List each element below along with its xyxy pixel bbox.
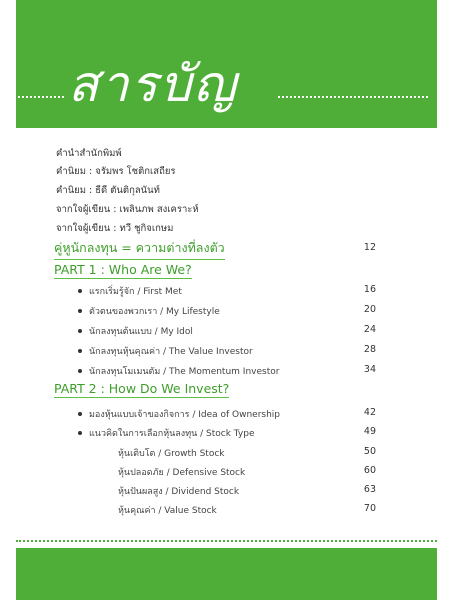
page-number: 12 <box>363 242 376 253</box>
bullet-icon <box>78 431 82 435</box>
intro-line: คำนิยม : จรัมพร โชติกเสถียร <box>56 166 176 177</box>
intro-line: จากใจผู้เขียน : เพลินภพ สงเคราะห์ <box>56 204 199 215</box>
page-number: 70 <box>363 503 376 514</box>
toc-item: แรกเริ่มรู้จัก / First Met <box>89 287 182 297</box>
page-number: 60 <box>363 465 376 476</box>
page-number: 63 <box>363 484 376 495</box>
page-number: 20 <box>363 304 376 315</box>
toc-subitem: หุ้นเติบโต / Growth Stock <box>118 449 225 459</box>
toc-item: แนวคิดในการเลือกหุ้นลงทุน / Stock Type <box>89 429 255 439</box>
page-number: 16 <box>363 284 376 295</box>
page-number: 50 <box>363 446 376 457</box>
toc-subitem: หุ้นคุณค่า / Value Stock <box>118 506 217 516</box>
footer-dotted-line <box>16 540 437 542</box>
page-number: 49 <box>363 426 376 437</box>
intro-line: จากใจผู้เขียน : ทวี ชูกิจเกษม <box>56 223 174 234</box>
page-number: 28 <box>363 344 376 355</box>
toc-item: มองหุ้นแบบเจ้าของกิจการ / Idea of Ownership <box>89 410 281 420</box>
bullet-icon <box>78 329 82 333</box>
intro-line: คำนิยม : ธีดี ตันติกุลนันท์ <box>56 185 160 196</box>
intro-line: คำนำสำนักพิมพ์ <box>56 148 122 159</box>
bullet-icon <box>78 349 82 353</box>
bullet-icon <box>78 289 82 293</box>
header-dotted-line-left <box>18 96 64 98</box>
part2-heading: PART 2 : How Do We Invest? <box>54 381 230 396</box>
bullet-icon <box>78 412 82 416</box>
section-heading: คู่หูนักลงทุน = ความต่างที่ลงตัว <box>54 238 225 260</box>
toc-item: นักลงทุนต้นแบบ / My Idol <box>89 327 193 337</box>
bullet-icon <box>78 309 82 313</box>
page-number: 42 <box>363 407 376 418</box>
toc-subitem: หุ้นปลอดภัย / Defensive Stock <box>118 468 246 478</box>
bullet-icon <box>78 369 82 373</box>
toc-subitem: หุ้นปันผลสูง / Dividend Stock <box>118 487 240 497</box>
part1-heading: PART 1 : Who Are We? <box>54 262 192 277</box>
header-banner <box>16 0 437 128</box>
toc-item: นักลงทุนโมเมนตัม / The Momentum Investor <box>89 367 280 377</box>
header-dotted-line-right <box>278 96 428 98</box>
toc-item: ตัวตนของพวกเรา / My Lifestyle <box>89 307 220 317</box>
page-number: 24 <box>363 324 376 335</box>
page-number: 34 <box>363 364 376 375</box>
footer-banner <box>16 548 437 600</box>
page-title: สารบัญ <box>68 55 238 113</box>
toc-item: นักลงทุนหุ้นคุณค่า / The Value Investor <box>89 347 253 357</box>
